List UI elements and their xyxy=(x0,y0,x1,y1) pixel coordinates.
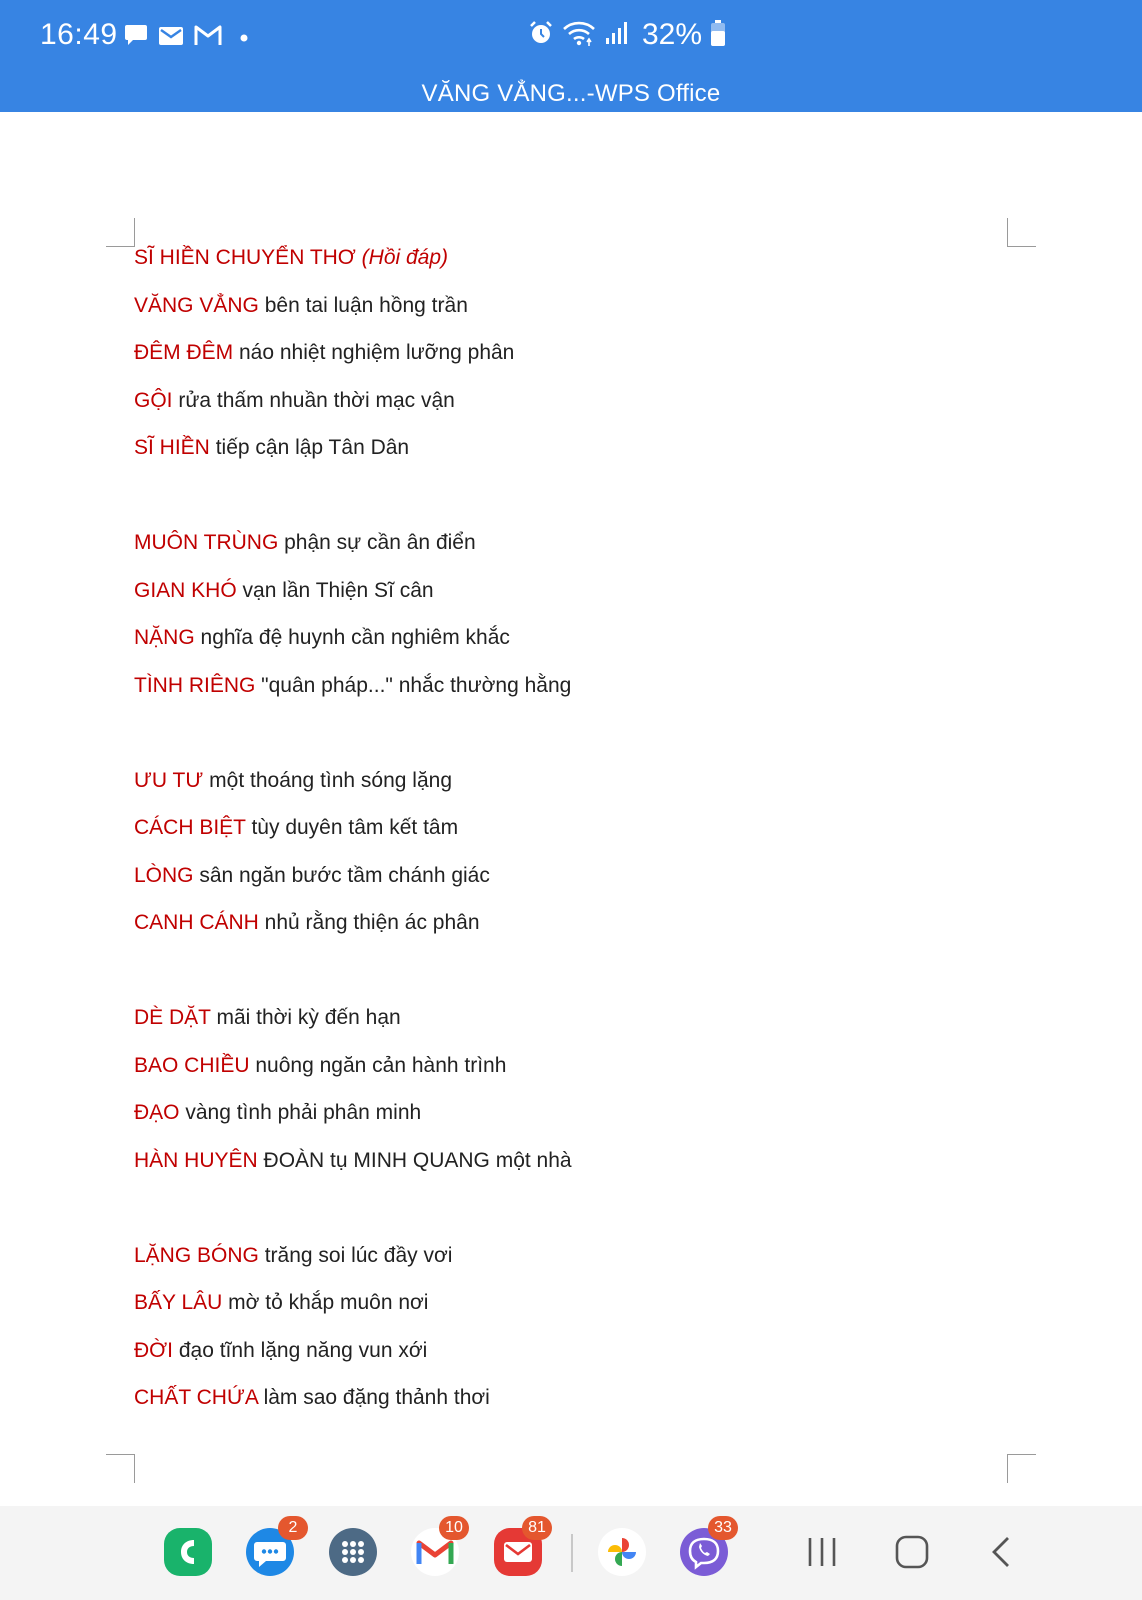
margin-mark-top-left xyxy=(106,218,135,247)
line-head: DÈ DẶT xyxy=(134,1006,211,1029)
line-text: đạo tĩnh lặng năng vun xới xyxy=(173,1338,428,1362)
notification-icons xyxy=(124,24,252,51)
line-head: BẤY LÂU xyxy=(134,1291,223,1314)
notification-badge: 10 xyxy=(439,1516,469,1540)
margin-mark-top-right xyxy=(1007,218,1036,247)
home-button[interactable] xyxy=(890,1530,934,1579)
stanza-break xyxy=(134,719,572,767)
line-text: vạn lần Thiện Sĩ cân xyxy=(236,578,434,602)
back-button[interactable] xyxy=(980,1530,1024,1579)
line-text: sân ngăn bước tầm chánh giác xyxy=(193,863,490,887)
grid-icon xyxy=(329,1528,377,1576)
line-head: GỘI xyxy=(134,388,173,412)
line-text: mãi thời kỳ đến hạn xyxy=(210,1006,401,1029)
line-text: rửa thấm nhuần thời mạc vận xyxy=(172,388,455,412)
line-head: SĨ HIỀN xyxy=(134,436,210,459)
poem-body xyxy=(134,244,572,1432)
line-text: tùy duyên tâm kết tâm xyxy=(245,816,459,839)
line-text: ĐOÀN tụ MINH QUANG một nhà xyxy=(257,1148,572,1172)
line-text: nhủ rằng thiện ác phân xyxy=(258,911,480,934)
line-text: "quân pháp..." nhắc thường hằng xyxy=(255,673,572,697)
pinwheel-icon xyxy=(598,1528,646,1576)
poem-line xyxy=(134,672,572,720)
document-page[interactable] xyxy=(0,112,1142,1504)
viber-app[interactable] xyxy=(680,1519,732,1576)
line-head: MUÔN TRÙNG xyxy=(134,531,279,554)
system-indicators xyxy=(528,18,726,52)
poem-line xyxy=(134,434,572,482)
line-head: HÀN HUYÊN xyxy=(134,1148,258,1172)
poem-line xyxy=(134,1289,572,1337)
poem-line xyxy=(134,1337,572,1385)
stanza-break xyxy=(134,957,572,1005)
battery-percentage: 32% xyxy=(642,18,703,51)
line-head: CÁCH BIỆT xyxy=(134,816,246,839)
app-drawer[interactable] xyxy=(329,1528,377,1576)
notification-badge: 33 xyxy=(708,1516,738,1540)
poem-line xyxy=(134,292,572,340)
gmail-app[interactable] xyxy=(411,1519,463,1576)
gmail-icon xyxy=(194,24,222,51)
poem-line xyxy=(134,1384,572,1432)
poem-line xyxy=(134,1147,572,1195)
line-head: ĐÊM ĐÊM xyxy=(134,341,234,364)
poem-line xyxy=(134,909,572,957)
margin-mark-bottom-right xyxy=(1007,1454,1036,1483)
recent-apps-icon xyxy=(800,1530,844,1574)
notification-badge: 2 xyxy=(278,1516,308,1540)
poem-line xyxy=(134,339,572,387)
poem-title-main: SĨ HIỀN CHUYỂN THƠ xyxy=(134,246,356,269)
email-app[interactable] xyxy=(494,1519,546,1576)
poem-title-italic: (Hồi đáp) xyxy=(361,246,449,269)
line-text: náo nhiệt nghiệm lưỡng phân xyxy=(233,341,515,364)
poem-line xyxy=(134,1052,572,1100)
window-title-text: VĂNG VẲNG...-WPS Office xyxy=(421,80,721,107)
line-text: tiếp cận lập Tân Dân xyxy=(209,436,410,459)
chat-icon xyxy=(124,24,148,51)
phone-app[interactable] xyxy=(164,1528,212,1576)
line-text: làm sao đặng thảnh thơi xyxy=(257,1386,490,1409)
back-icon xyxy=(980,1530,1024,1574)
line-head: TÌNH RIÊNG xyxy=(134,673,256,697)
messages-app[interactable] xyxy=(246,1519,298,1576)
poem-title xyxy=(134,244,572,292)
poem-line xyxy=(134,387,572,435)
line-text: nuông ngăn cản hành trình xyxy=(249,1053,507,1077)
poem-line xyxy=(134,862,572,910)
line-head: NẶNG xyxy=(134,626,195,649)
line-text: phận sự cần ân điển xyxy=(278,531,476,554)
poem-line xyxy=(134,767,572,815)
clock: 16:49 xyxy=(40,18,118,51)
line-text: một thoáng tình sóng lặng xyxy=(203,768,453,792)
line-head: ĐẠO xyxy=(134,1101,180,1124)
line-head: ĐỜI xyxy=(134,1338,174,1362)
signal-icon xyxy=(604,20,630,51)
poem-line xyxy=(134,1004,572,1052)
notification-badge: 81 xyxy=(522,1516,552,1540)
line-head: LẶNG BÓNG xyxy=(134,1243,259,1267)
wifi-icon xyxy=(562,19,596,52)
poem-line xyxy=(134,529,572,577)
line-text: mờ tỏ khắp muôn nơi xyxy=(222,1291,429,1314)
line-text: vàng tình phải phân minh xyxy=(179,1101,422,1124)
poem-line xyxy=(134,1099,572,1147)
poem-line xyxy=(134,1242,572,1290)
margin-mark-bottom-left xyxy=(106,1454,135,1483)
battery-icon xyxy=(710,19,726,52)
home-icon xyxy=(890,1530,934,1574)
window-title xyxy=(0,80,1142,108)
line-head: VĂNG VẲNG xyxy=(134,293,259,317)
line-head: CHẤT CHỨA xyxy=(134,1386,258,1409)
line-head: LÒNG xyxy=(134,863,194,887)
phone-icon xyxy=(164,1528,212,1576)
line-text: bên tai luận hồng trần xyxy=(258,293,468,317)
poem-line xyxy=(134,577,572,625)
line-text: trăng soi lúc đầy vơi xyxy=(258,1243,453,1267)
taskbar-dock xyxy=(0,1506,1142,1600)
photos-app[interactable] xyxy=(598,1528,646,1576)
dot-icon xyxy=(232,24,252,51)
line-head: BAO CHIỀU xyxy=(134,1053,250,1077)
line-head: GIAN KHÓ xyxy=(134,578,237,602)
line-head: CANH CÁNH xyxy=(134,911,259,934)
line-text: nghĩa đệ huynh cần nghiêm khắc xyxy=(194,626,510,649)
email-icon xyxy=(158,24,184,51)
poem-line xyxy=(134,814,572,862)
stanza-break xyxy=(134,1194,572,1242)
alarm-icon xyxy=(528,20,554,51)
dock-divider xyxy=(571,1534,573,1572)
stanza-break xyxy=(134,482,572,530)
line-head: ƯU TƯ xyxy=(134,768,204,792)
status-bar xyxy=(0,0,1142,112)
recent-apps-button[interactable] xyxy=(800,1530,844,1579)
poem-line xyxy=(134,624,572,672)
